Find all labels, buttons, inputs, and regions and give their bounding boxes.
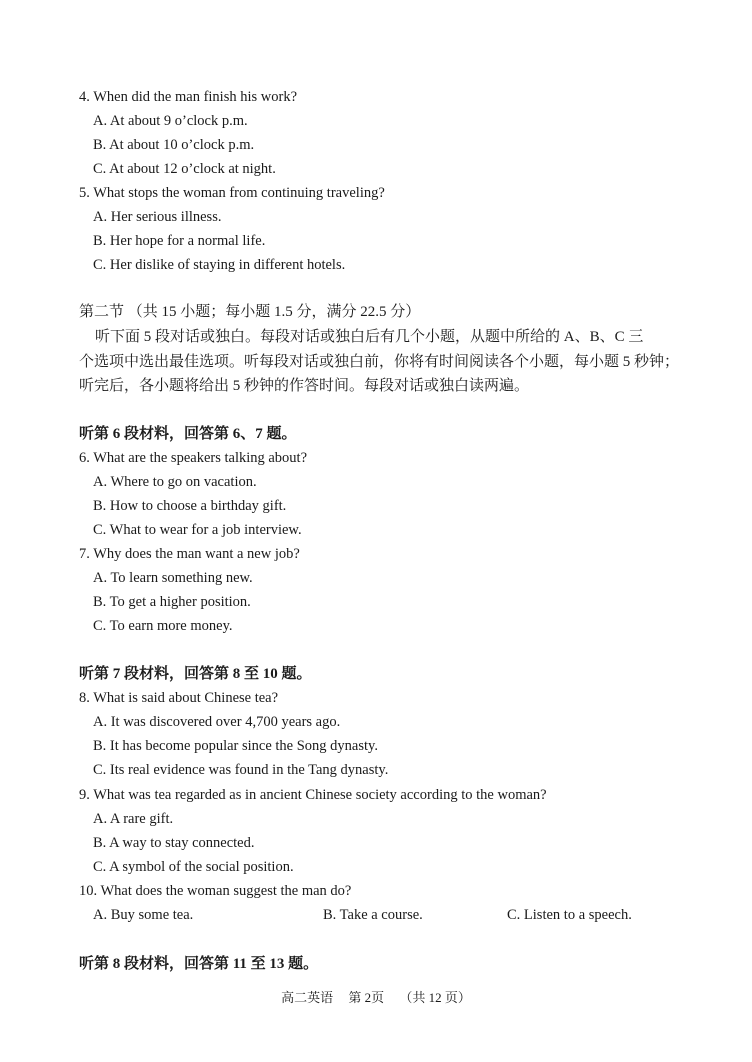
footer-total-pages: （共 12 页） xyxy=(399,990,471,1005)
section-2-title: 第二节 （共 15 小题；每小题 1.5 分，满分 22.5 分） xyxy=(79,304,421,320)
question-6-option-b: B. How to choose a birthday gift. xyxy=(93,498,287,514)
question-9-option-c: C. A symbol of the social position. xyxy=(93,859,294,875)
question-6-stem: 6. What are the speakers talking about? xyxy=(79,450,308,466)
question-4-option-c: C. At about 12 o’clock at night. xyxy=(93,161,276,177)
question-8-stem: 8. What is said about Chinese tea? xyxy=(79,690,279,706)
question-10-option-b: B. Take a course. xyxy=(323,907,423,923)
footer-page-number: 第 2页 xyxy=(348,990,385,1005)
section-2-instructions-line-1: 听下面 5 段对话或独白。每段对话或独白后有几个小题，从题中所给的 A、B、C 三 xyxy=(95,329,644,345)
question-6-option-c: C. What to wear for a job interview. xyxy=(93,522,302,538)
question-10-stem: 10. What does the woman suggest the man do? xyxy=(79,883,352,899)
question-7-option-b: B. To get a higher position. xyxy=(93,594,251,610)
footer-subject: 高二英语 xyxy=(281,990,334,1005)
question-5-option-a: A. Her serious illness. xyxy=(93,209,222,225)
question-7-stem: 7. Why does the man want a new job? xyxy=(79,546,300,562)
material-8-header: 听第 8 段材料，回答第 11 至 13 题。 xyxy=(79,956,319,972)
question-7-option-c: C. To earn more money. xyxy=(93,618,233,634)
material-6-header: 听第 6 段材料，回答第 6、7 题。 xyxy=(79,426,297,442)
question-5-stem: 5. What stops the woman from continuing traveling? xyxy=(79,185,385,201)
question-5-option-b: B. Her hope for a normal life. xyxy=(93,233,266,249)
question-9-option-b: B. A way to stay connected. xyxy=(93,835,255,851)
question-6-option-a: A. Where to go on vacation. xyxy=(93,474,257,490)
section-2-instructions-line-2: 个选项中选出最佳选项。听每段对话或独白前，你将有时间阅读各个小题，每小题 5 秒钟； xyxy=(79,354,680,370)
question-7-option-a: A. To learn something new. xyxy=(93,570,253,586)
section-2-instructions-line-3: 听完后，各小题将给出 5 秒钟的作答时间。每段对话或独白读两遍。 xyxy=(79,378,530,394)
question-8-option-b: B. It has become popular since the Song dynasty. xyxy=(93,738,378,754)
question-4-option-a: A. At about 9 o’clock p.m. xyxy=(93,113,248,129)
question-9-stem: 9. What was tea regarded as in ancient Chinese society according to the woman? xyxy=(79,787,547,803)
question-8-option-c: C. Its real evidence was found in the Tang dynasty. xyxy=(93,762,389,778)
question-10-option-a: A. Buy some tea. xyxy=(93,907,194,923)
question-8-option-a: A. It was discovered over 4,700 years ago. xyxy=(93,714,341,730)
question-10-option-c: C. Listen to a speech. xyxy=(507,907,632,923)
question-5-option-c: C. Her dislike of staying in different hotels. xyxy=(93,257,346,273)
question-4-stem: 4. When did the man finish his work? xyxy=(79,89,298,105)
material-7-header: 听第 7 段材料，回答第 8 至 10 题。 xyxy=(79,666,312,682)
question-4-option-b: B. At about 10 o’clock p.m. xyxy=(93,137,255,153)
page-footer xyxy=(0,987,752,1006)
question-9-option-a: A. A rare gift. xyxy=(93,811,174,827)
